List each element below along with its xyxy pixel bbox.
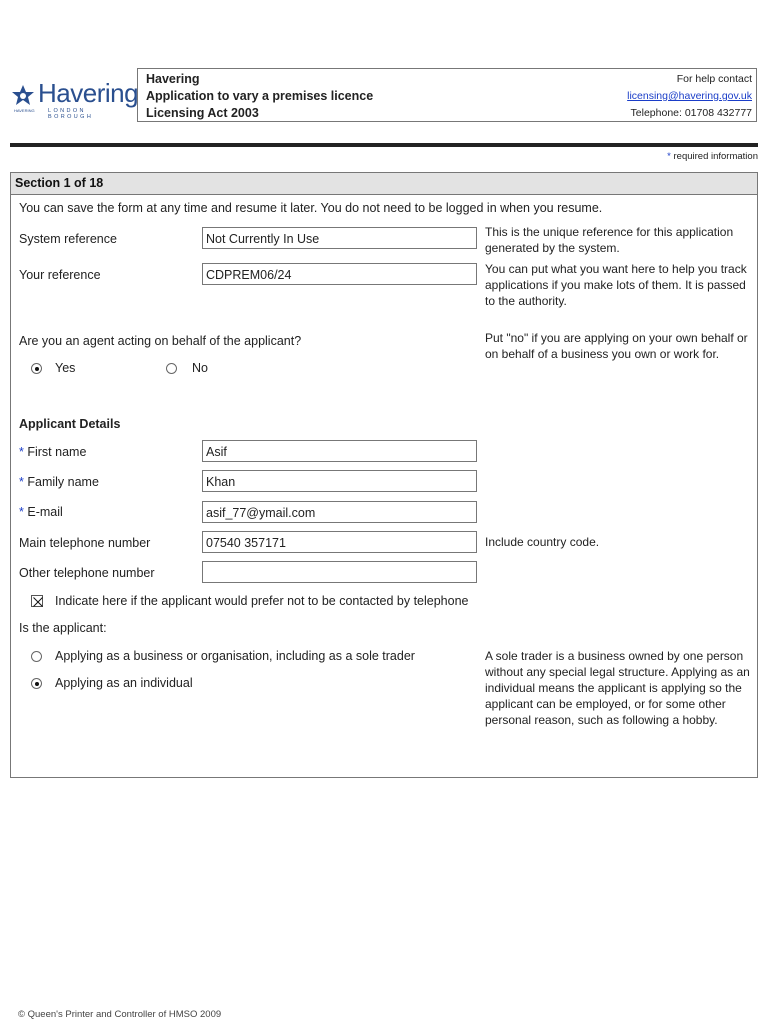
agent-yes-radio[interactable] [31,363,42,374]
applicant-type-individual-radio[interactable] [31,678,42,689]
crest-icon [10,84,36,108]
form-header [137,68,757,122]
your-reference-field[interactable]: CDPREM06/24 [202,263,477,285]
header-titles [146,71,373,122]
logo-subtitle: LONDON BOROUGH [48,108,94,120]
checkbox-cross-icon [32,596,44,608]
form-title: Application to vary a premises licence [146,89,374,103]
agent-help: Put "no" if you are applying on your own behalf or on behalf of a business you own or work for. [485,331,748,361]
header-divider [10,143,758,147]
agent-no-radio[interactable] [166,363,177,374]
help-contact [627,71,752,122]
main-phone-help: Include country code. [485,535,600,549]
logo-crest-caption: HAVERING [14,108,35,113]
other-phone-label: Other telephone number [19,566,155,580]
help-label: For help contact [676,73,752,85]
logo-wordmark: Havering [38,78,139,108]
agent-no-label: No [192,361,208,375]
section-title: Section 1 of 18 [15,176,104,190]
section-intro: You can save the form at any time and resume it later. You do not need to be logged in when you resume. [19,201,603,215]
system-reference-label: System reference [19,232,117,246]
help-email-link[interactable]: licensing@havering.gov.uk [627,90,752,102]
system-reference-field[interactable]: Not Currently In Use [202,227,477,249]
required-star: * [19,445,24,459]
havering-logo [10,78,139,120]
family-name-label: * Family name [19,475,99,489]
email-field[interactable]: asif_77@ymail.com [202,501,477,523]
copyright-footer: © Queen's Printer and Controller of HMSO 2009 [18,1009,222,1020]
applicant-type-individual-label: Applying as an individual [55,676,193,690]
agent-question: Are you an agent acting on behalf of the applicant? [19,334,302,348]
required-star: * [19,505,24,519]
required-star: * [19,475,24,489]
your-reference-help: You can put what you want here to help you track applications if you make lots of them. It is passed to the authority. [485,262,747,308]
main-phone-label: Main telephone number [19,536,151,550]
applicant-type-question: Is the applicant: [19,621,107,635]
header-act: Licensing Act 2003 [146,106,259,120]
email-label: * E-mail [19,505,63,519]
applicant-details-heading: Applicant Details [19,417,121,431]
section-header [11,173,757,195]
required-star: * [667,151,671,162]
system-reference-help: This is the unique reference for this application generated by the system. [485,225,734,255]
required-note: * required information [667,151,758,162]
family-name-field[interactable]: Khan [202,470,477,492]
applicant-type-help: A sole trader is a business owned by one person without any special legal structure. Applying as an individual means the applicant is applying so the applicant can be employed, or for some other personal reason, such as following a hobby. [485,649,750,727]
help-telephone: Telephone: 01708 432777 [630,107,752,119]
your-reference-label: Your reference [19,268,101,282]
other-phone-field[interactable] [202,561,477,583]
agent-yes-label: Yes [55,361,76,375]
no-phone-contact-checkbox[interactable] [31,595,43,607]
main-phone-field[interactable]: 07540 357171 [202,531,477,553]
applicant-type-business-radio[interactable] [31,651,42,662]
no-phone-contact-label: Indicate here if the applicant would prefer not to be contacted by telephone [55,594,469,608]
applicant-type-business-label: Applying as a business or organisation, including as a sole trader [55,649,415,663]
first-name-field[interactable]: Asif [202,440,477,462]
first-name-label: * First name [19,445,87,459]
section-panel [10,172,758,778]
header-org: Havering [146,72,200,86]
